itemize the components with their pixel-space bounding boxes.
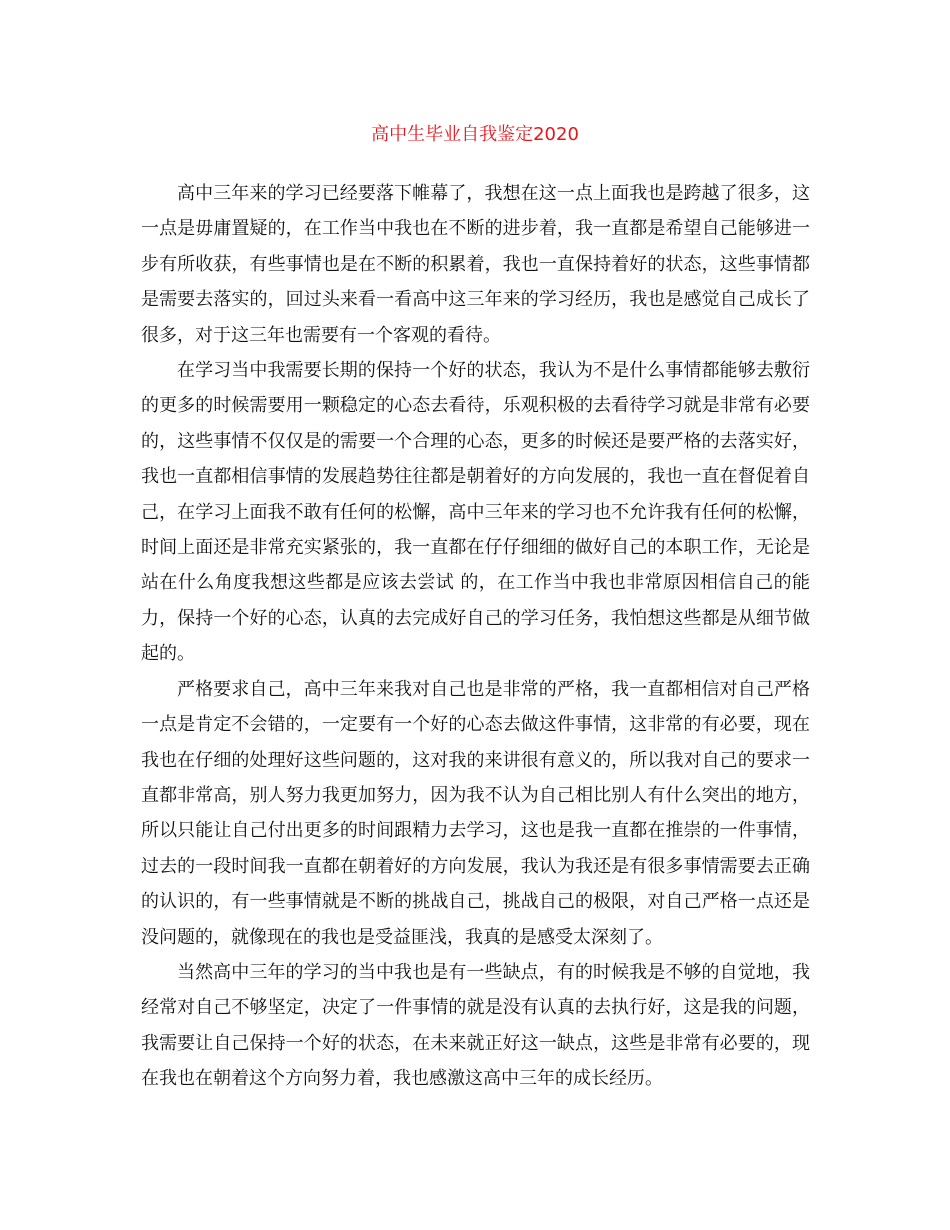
paragraph-2: 在学习当中我需要长期的保持一个好的状态，我认为不是什么事情都能够去敷衍的更多的时候需要用一颗稳定的心态去看待，乐观积极的去看待学习就是非常有必要的，这些事情不仅仅是的需要一个合理的心态，更多的时候还是要严格的去落实好，我也一直都相信事情的发展趋势往往都是朝着好的方向发展的，我也一直在督促着自己，在学习上面我不敢有任何的松懈，高中三年来的学习也不允许我有任何的松懈，时间上面还是非常充实紧张的，我一直都在仔仔细细的做好自己的本职工作，无论是站在什么角度我想这些都是应该去尝试 的，在工作当中我也非常原因相信自己的能力，保持一个好的心态，认真的去完成好自己的学习任务，我怕想这些都是从细节做起的。 bbox=[141, 360, 810, 665]
document-title: 高中生毕业自我鉴定2020 bbox=[371, 124, 579, 145]
paragraph-4: 当然高中三年的学习的当中我也是有一些缺点，有的时候我是不够的自觉地，我经常对自己不够坚定，决定了一件事情的就是没有认真的去执行好，这是我的问题，我需要让自己保持一个好的状态，在未来就正好这一缺点，这些是非常有必要的，现在我也在朝着这个方向努力着，我也感激这高中三年的成长经历。 bbox=[141, 961, 810, 1090]
paragraph-3: 严格要求自己，高中三年来我对自己也是非常的严格，我一直都相信对自己严格一点是肯定不会错的，一定要有一个好的心态去做这件事情，这非常的有必要，现在我也在仔细的处理好这些问题的，这对我的来讲很有意义的，所以我对自己的要求一直都非常高，别人努力我更加努力，因为我不认为自己相比别人有什么突出的地方，所以只能让自己付出更多的时间跟精力去学习，这也是我一直都在推崇的一件事情，过去的一段时间我一直都在朝着好的方向发展，我认为我还是有很多事情需要去正确的认识的，有一些事情就是不断的挑战自己，挑战自己的极限，对自己严格一点还是没问题的，就像现在的我也是受益匪浅，我真的是感受太深刻了。 bbox=[141, 678, 810, 948]
paragraph-1: 高中三年来的学习已经要落下帷幕了，我想在这一点上面我也是跨越了很多，这一点是毋庸置疑的，在工作当中我也在不断的进步着，我一直都是希望自己能够进一步有所收获，有些事情也是在不断的积累着，我也一直保持着好的状态，这些事情都是需要去落实的，回过头来看一看高中这三年来的学习经历，我也是感觉自己成长了很多，对于这三年也需要有一个客观的看待。 bbox=[141, 183, 810, 346]
document-body bbox=[141, 176, 810, 1097]
